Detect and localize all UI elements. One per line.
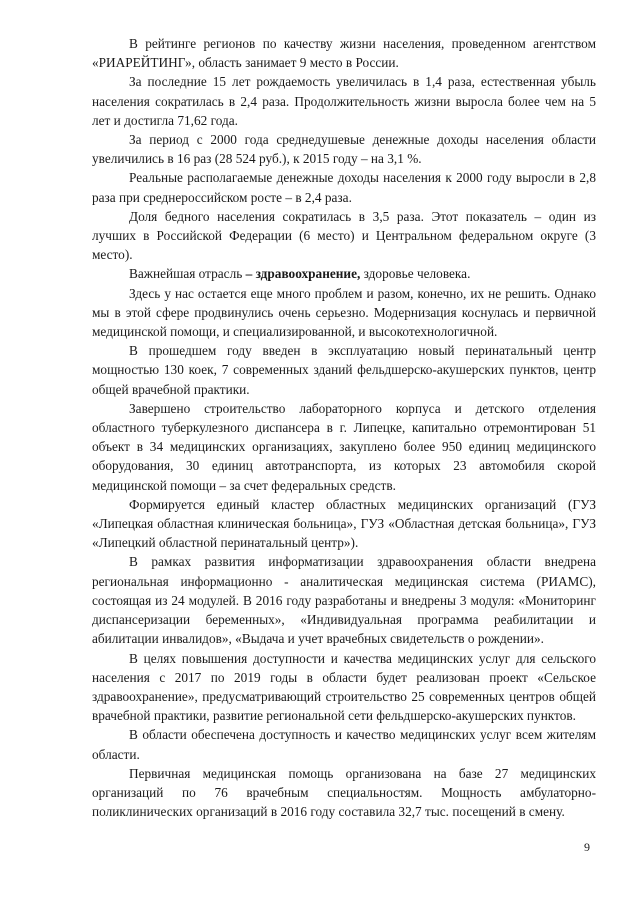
paragraph-text: Формируется единый кластер областных медицинских организаций (ГУЗ «Липецкая областная клиническая больница», ГУЗ «Областная детская больница», ГУЗ «Липецкий областной перинатальный центр»). <box>92 496 596 551</box>
paragraph <box>92 72 596 130</box>
paragraph-text: здоровье человека. <box>360 266 471 282</box>
paragraph-text: За последние 15 лет рождаемость увеличилась в 1,4 раза, естественная убыль населения сократилась в 2,4 раза. Продолжительность жизни выросла более чем на 5 лет и достигла 71,62 года. <box>92 74 596 128</box>
paragraph <box>92 207 596 265</box>
paragraph-text: В целях повышения доступности и качества медицинских услуг для сельского населения с 2017 по 2019 годы в области будет реализован проект «Сельское здравоохранение», предусматривающий строительство 25 современных центров общей врачебной практики, развитие региональной сети фельдшерско-акушерских пунктов. <box>92 650 596 724</box>
paragraph-text: Первичная медицинская помощь организована на базе 27 медицинских организаций по 76 врачебным специальностям. Мощность амбулаторно-поликлинических организаций в 2016 году составила 32,7 тыс. посещений в смену. <box>92 765 596 820</box>
paragraph-text: Важнейшая отрасль <box>129 266 246 282</box>
paragraph <box>92 341 596 399</box>
paragraph <box>92 552 596 648</box>
paragraph <box>92 495 596 553</box>
paragraph <box>92 130 596 168</box>
paragraph <box>92 764 596 822</box>
paragraph-text: Здесь у нас остается еще много проблем и разом, конечно, их не решить. Однако мы в этой сфере продвинулись очень серьезно. Модернизация коснулась и первичной медицинской помощи, и специализированной, и высокотехнологичной. <box>92 285 596 340</box>
paragraph <box>92 284 596 342</box>
paragraph-text: В рейтинге регионов по качеству жизни населения, проведенном агентством «РИАРЕЙТИНГ», область занимает 9 место в России. <box>92 36 596 71</box>
paragraph <box>92 34 596 72</box>
paragraph-text: Реальные располагаемые денежные доходы населения к 2000 году выросли в 2,8 раза при среднероссийском росте – в 2,4 раза. <box>92 170 596 205</box>
page-number: 9 <box>584 840 590 854</box>
paragraph <box>92 399 596 495</box>
paragraph <box>92 264 596 283</box>
paragraph-text: В области обеспечена доступность и качество медицинских услуг всем жителям области. <box>92 727 596 762</box>
body-text <box>92 34 596 821</box>
paragraph-text: Завершено строительство лабораторного корпуса и детского отделения областного туберкулезного диспансера в г. Липецке, капитально отремонтирован 51 объект в 34 медицинских организациях, закуплено более 950 единиц медицинского оборудования, 30 единиц автотранспорта, из которых 23 автомобиля скорой медицинской помощи – за счет федеральных средств. <box>92 400 596 493</box>
paragraph <box>92 649 596 726</box>
paragraph-text: Доля бедного населения сократилась в 3,5 раза. Этот показатель – один из лучших в Российской Федерации (6 место) и Центральном федеральном округе (3 место). <box>92 208 596 263</box>
document-page <box>92 34 596 821</box>
paragraph-text: За период с 2000 года среднедушевые денежные доходы населения области увеличились в 16 раз (28 524 руб.), к 2015 году – на 3,1 %. <box>92 132 596 167</box>
paragraph <box>92 725 596 763</box>
bold-text: – здравоохранение, <box>245 266 361 282</box>
paragraph-text: В прошедшем году введен в эксплуатацию новый перинатальный центр мощностью 130 коек, 7 современных зданий фельдшерско-акушерских пунктов, центр общей врачебной практики. <box>92 343 596 397</box>
paragraph-text: В рамках развития информатизации здравоохранения области внедрена региональная информационно - аналитическая медицинская система (РИАМС), состоящая из 24 модулей. В 2016 году разработаны и внедрены 3 модуля: «Мониторинг диспансеризации беременных», «Индивидуальная программа реабилитации и абилитации инвалидов», «Выдача и учет врачебных свидетельств о рождении». <box>92 554 596 647</box>
paragraph <box>92 168 596 206</box>
